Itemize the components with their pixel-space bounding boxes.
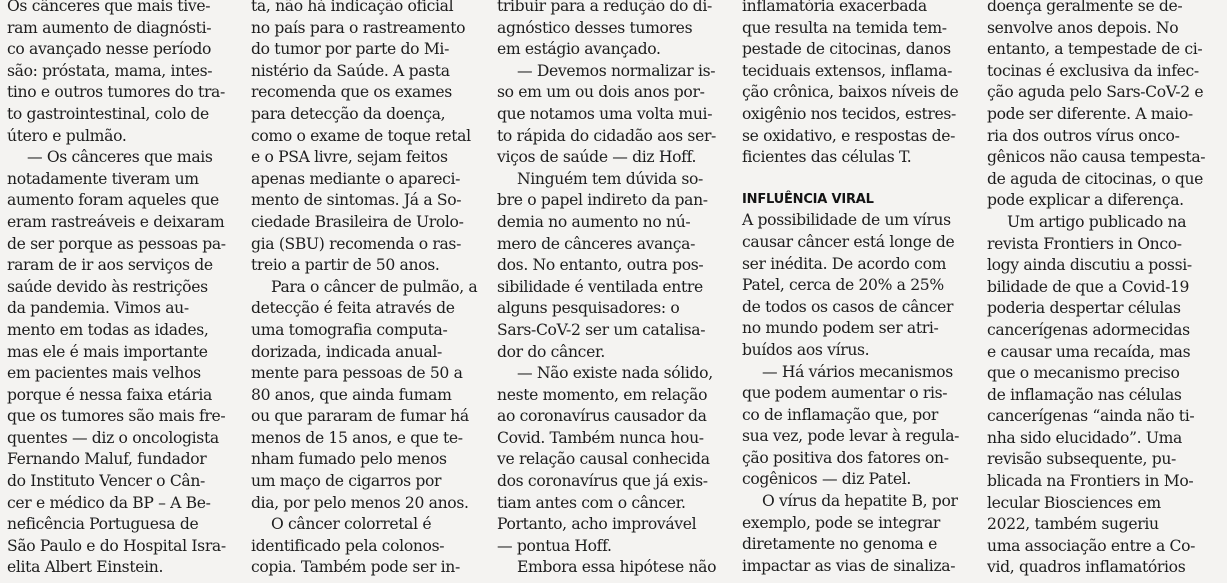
text-line: útero e pulmão.	[7, 126, 127, 145]
text-line: que resulta na temida tem-	[742, 18, 947, 37]
text-line: neficência Portuguesa de	[7, 515, 199, 534]
text-line: Os cânceres que mais tive-	[7, 0, 211, 15]
text-line: ser inédita. De acordo com	[742, 254, 947, 273]
text-line: eram rastreáveis e deixaram	[7, 212, 225, 231]
text-line: so em um ou dois anos por-	[497, 83, 705, 102]
text-line: tino e outros tumores do tra-	[7, 83, 225, 102]
text-line: dor do câncer.	[497, 342, 605, 361]
text-line: lecular Biosciences em	[987, 493, 1161, 512]
text-line: mento em todas as idades,	[7, 320, 209, 339]
text-line: ve relação causal conhecida	[497, 450, 710, 469]
text-line: mento de sintomas. Já a So-	[251, 191, 462, 210]
text-line: no mundo podem ser atri-	[742, 319, 939, 338]
text-line: e o PSA livre, sejam feitos	[251, 148, 448, 167]
text-line: cogênicos — diz Patel.	[742, 470, 911, 489]
text-line: de todos os casos de câncer	[742, 297, 954, 316]
text-line: demia no aumento no nú-	[497, 212, 691, 231]
text-line: recomenda que os exames	[251, 83, 452, 102]
text-line: ria dos outros vírus onco-	[987, 126, 1180, 145]
text-line: dorizada, indicada anual-	[251, 342, 442, 361]
text-line: para detecção da doença,	[251, 104, 446, 123]
text-line: O vírus da hepatite B, por	[762, 492, 958, 511]
text-line: um maço de cigarros por	[251, 472, 442, 491]
text-line: — pontua Hoff.	[497, 536, 612, 555]
text-line: entanto, a tempestade de ci-	[987, 40, 1203, 59]
text-line: que o mecanismo preciso	[987, 364, 1180, 383]
article-column-4	[742, 0, 959, 577]
text-line: se oxidativo, e respostas de-	[742, 126, 956, 145]
text-line: Ninguém tem dúvida so-	[517, 169, 703, 188]
text-line: co de inflamação que, por	[742, 405, 939, 424]
text-line: alguns pesquisadores: o	[497, 299, 680, 318]
text-line: de inflamação nas células	[987, 385, 1182, 404]
text-line: co avançado nesse período	[7, 40, 212, 59]
text-line: Embora essa hipótese não	[517, 558, 717, 577]
text-line: quentes — diz o oncologista	[7, 428, 219, 447]
text-line: revista Frontiers in Onco-	[987, 234, 1182, 253]
article-column-1	[7, 0, 226, 579]
text-line: ciedade Brasileira de Urolo-	[251, 212, 464, 231]
text-line: gia (SBU) recomenda o ras-	[251, 234, 461, 253]
text-line: tocinas é exclusiva da infec-	[987, 61, 1199, 80]
text-line: no país para o rastreamento	[251, 18, 466, 37]
text-line: do Instituto Vencer o Cân-	[7, 472, 205, 491]
text-line: — Os cânceres que mais	[27, 148, 213, 167]
text-line: porque é nessa faixa etária	[7, 385, 212, 404]
text-line: teciduais extensos, inflama-	[742, 61, 952, 80]
text-line: raram de ir aos serviços de	[7, 256, 213, 275]
text-line: ram aumento de diagnósti-	[7, 18, 212, 37]
text-line: uma tomografia computa-	[251, 320, 448, 339]
text-line: sibilidade é ventilada entre	[497, 277, 703, 296]
article-column-3	[497, 0, 716, 579]
text-line: elita Albert Einstein.	[7, 558, 164, 577]
text-line: sua vez, pode levar à regula-	[742, 427, 960, 446]
text-line: — Devemos normalizar is-	[517, 61, 716, 80]
text-line: to rápida do cidadão aos ser-	[497, 126, 716, 145]
text-line: identificado pela colonos-	[251, 536, 445, 555]
text-line: Covid. Também nunca hou-	[497, 428, 704, 447]
text-line: viços de saúde — diz Hoff.	[497, 148, 697, 167]
text-line: cer e médico da BP – A Be-	[7, 493, 211, 512]
text-line: Portanto, acho improvável	[497, 515, 697, 534]
text-line: saúde devido às restrições	[7, 277, 208, 296]
text-line: 80 anos, que ainda fumam	[251, 385, 452, 404]
text-line: mas ele é mais importante	[7, 342, 208, 361]
text-line: ou que pararam de fumar há	[251, 407, 469, 426]
text-line: impactar as vias de sinaliza-	[742, 556, 956, 575]
text-line: buídos aos vírus.	[742, 340, 870, 359]
text-line: inflamatória exacerbada	[742, 0, 927, 15]
text-line: são: próstata, mama, intes-	[7, 61, 213, 80]
text-line: apenas mediante o apareci-	[251, 169, 461, 188]
text-line: logy ainda discutiu a possi-	[987, 256, 1192, 275]
text-line: do tumor por parte do Mi-	[251, 40, 449, 59]
text-line: poderia despertar células	[987, 299, 1181, 318]
article-column-2	[251, 0, 477, 579]
text-line: dos. No entanto, outra pos-	[497, 256, 704, 275]
text-line: menos de 15 anos, e que te-	[251, 428, 463, 447]
text-line: da pandemia. Vimos au-	[7, 299, 189, 318]
text-line: exemplo, pode se integrar	[742, 513, 940, 532]
text-line: ção positiva dos fatores on-	[742, 448, 949, 467]
text-line: — Há vários mecanismos	[762, 362, 953, 381]
text-line: A possibilidade de um vírus	[742, 211, 951, 230]
text-line: treio a partir de 50 anos.	[251, 256, 440, 275]
text-line: agnóstico desses tumores	[497, 18, 693, 37]
text-line: uma associação entre a Co-	[987, 536, 1196, 555]
text-line: Fernando Maluf, fundador	[7, 450, 207, 469]
text-line: ta, não há indicação oficial	[251, 0, 454, 15]
section-heading: INFLUÊNCIA VIRAL	[742, 191, 874, 207]
text-line: diretamente no genoma e	[742, 535, 937, 554]
text-line: neste momento, em relação	[497, 385, 708, 404]
text-line: causar câncer está longe de	[742, 232, 955, 251]
text-line: gênicos não causa tempesta-	[987, 148, 1206, 167]
text-line: como o exame de toque retal	[251, 126, 471, 145]
text-line: oxigênio nos tecidos, estres-	[742, 104, 956, 123]
text-line: blicada na Frontiers in Mo-	[987, 472, 1194, 491]
text-line: mente para pessoas de 50 a	[251, 364, 463, 383]
text-line: nistério da Saúde. A pasta	[251, 61, 450, 80]
text-line: Para o câncer de pulmão, a	[271, 277, 478, 296]
text-line: notadamente tiveram um	[7, 169, 199, 188]
text-line: que podem aumentar o ris-	[742, 384, 948, 403]
text-line: — Não existe nada sólido,	[517, 364, 713, 383]
text-line: doença geralmente se de-	[987, 0, 1183, 15]
text-line: de aguda de citocinas, o que	[987, 169, 1204, 188]
text-line: Patel, cerca de 20% a 25%	[742, 276, 944, 295]
text-line: vid, quadros inflamatórios	[987, 558, 1186, 577]
text-line: mero de cânceres avança-	[497, 234, 696, 253]
text-line: de ser porque as pessoas pa-	[7, 234, 226, 253]
text-line: bilidade de que a Covid-19	[987, 277, 1190, 296]
text-line: tiam antes com o câncer.	[497, 493, 686, 512]
text-line: O câncer colorretal é	[271, 515, 432, 534]
text-line: to gastrointestinal, colo de	[7, 104, 209, 123]
text-line: nha sido elucidado”. Uma	[987, 428, 1182, 447]
text-line: nham fumado pelo menos	[251, 450, 447, 469]
text-line: que os tumores são mais fre-	[7, 407, 226, 426]
text-line: ficientes das células T.	[742, 148, 912, 167]
text-line: em estágio avançado.	[497, 40, 661, 59]
text-line: detecção é feita através de	[251, 299, 455, 318]
text-line: pode ser diferente. A maio-	[987, 104, 1193, 123]
article-column-5	[987, 0, 1205, 579]
text-line: e causar uma recaída, mas	[987, 342, 1191, 361]
text-line: pestade de citocinas, danos	[742, 40, 951, 59]
text-line: copia. Também pode ser in-	[251, 558, 460, 577]
text-line: revisão subsequente, pu-	[987, 450, 1176, 469]
text-line: ao coronavírus causador da	[497, 407, 707, 426]
text-line: dia, por pelo menos 20 anos.	[251, 493, 469, 512]
text-line: Um artigo publicado na	[1007, 212, 1187, 231]
text-line: cancerígenas “ainda não ti-	[987, 407, 1195, 426]
text-line: em pacientes mais velhos	[7, 364, 201, 383]
text-line: tribuir para a redução do di-	[497, 0, 712, 15]
text-line: ção aguda pelo Sars-CoV-2 e	[987, 83, 1204, 102]
text-line: senvolve anos depois. No	[987, 18, 1179, 37]
text-line: dos coronavírus que já exis-	[497, 472, 708, 491]
text-line: 2022, também sugeriu	[987, 515, 1159, 534]
text-line: ção crônica, baixos níveis de	[742, 83, 959, 102]
text-line: pode explicar a diferença.	[987, 191, 1184, 210]
text-line: Sars-CoV-2 ser um catalisa-	[497, 320, 706, 339]
text-line: bre o papel indireto da pan-	[497, 191, 708, 210]
text-line: cancerígenas adormecidas	[987, 320, 1190, 339]
text-line: aumento foram aqueles que	[7, 191, 219, 210]
text-line: São Paulo e do Hospital Isra-	[7, 536, 226, 555]
text-line: que notamos uma volta mui-	[497, 104, 713, 123]
